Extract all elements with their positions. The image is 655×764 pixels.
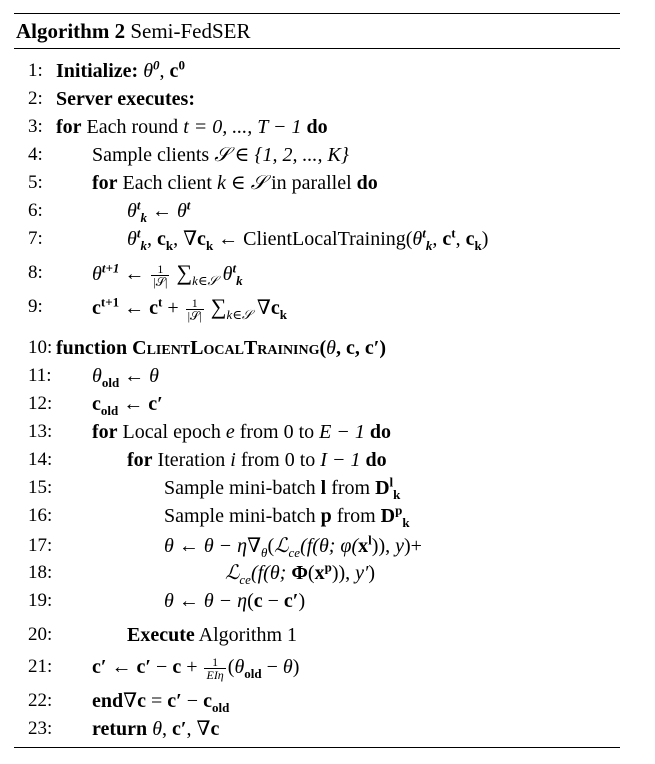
math: 𝒮 ∈ {1, 2, ..., K} xyxy=(214,144,349,166)
function-name: ClientLocalTraining xyxy=(243,228,406,250)
line-content xyxy=(92,420,391,444)
math: $\theta^t_k$ ← $\theta^t$ xyxy=(127,197,191,225)
line-21 xyxy=(14,654,620,682)
keyword: function xyxy=(56,337,128,359)
line-number: 4: xyxy=(28,144,43,165)
line-number: 2: xyxy=(28,88,43,109)
line-10 xyxy=(14,336,620,360)
line-16 xyxy=(14,504,620,528)
line-content xyxy=(92,143,349,167)
text: Each round xyxy=(86,116,179,138)
line-content: $c^{t+1}$ ← $c^t$ + $\frac{1}{\text{|𝒮|}}$ $\sum_{k\in 𝒮}$ $\nabla c_k$ xyxy=(92,294,287,323)
line-number: 13: xyxy=(28,421,53,442)
text: Algorithm 1 xyxy=(198,624,298,646)
variable: p xyxy=(320,505,332,527)
algorithm-box xyxy=(14,13,620,740)
keyword: for xyxy=(56,116,82,138)
line-number: 17: xyxy=(28,535,53,556)
text: from 0 to xyxy=(239,421,315,443)
math: $\theta^0$ xyxy=(143,57,160,82)
line-content: $end\nabla c = c' - c_{old}$ xyxy=(92,690,230,715)
line-number: 14: xyxy=(28,449,53,470)
math: I − 1 xyxy=(320,449,361,471)
line-content xyxy=(127,623,297,647)
function-name: ClientLocalTraining xyxy=(132,337,320,359)
line-content: $\theta^{t+1}$ ← $\frac{1}{\text{|𝒮|}}$ $\sum_{k\in 𝒮}$ $\theta^t_k$ xyxy=(92,260,243,289)
line-content: return θ, c′, ∇c xyxy=(92,718,220,740)
line-3 xyxy=(14,115,620,139)
variable: i xyxy=(230,449,236,471)
line-content xyxy=(127,199,190,223)
line-number: 3: xyxy=(28,116,43,137)
text: Sample mini-batch xyxy=(164,505,316,527)
keyword: Initialize: xyxy=(56,60,139,82)
line-number: 23: xyxy=(28,718,53,739)
line-content: Sample mini-batch p from $D^p_k$ xyxy=(164,502,410,530)
line-number: 21: xyxy=(28,656,53,677)
line-15 xyxy=(14,476,620,500)
keyword: end xyxy=(92,690,124,712)
text: from 0 to xyxy=(240,449,316,471)
line-content xyxy=(56,87,195,111)
text: Sample clients xyxy=(92,144,210,166)
line-2 xyxy=(14,87,620,111)
line-5 xyxy=(14,171,620,195)
algorithm-title: Semi-FedSER xyxy=(130,19,251,43)
line-4 xyxy=(14,143,620,167)
line-content: $c_{old}$ ← c′ xyxy=(92,393,163,418)
keyword: for xyxy=(127,449,153,471)
keyword: return xyxy=(92,718,148,740)
line-content: $\theta^t_k$, $c_k$, $\nabla c_k$ ← $ClientLocalTraining(\theta^t_k$, $c^t$, $c_k$) xyxy=(127,225,489,253)
text: Local epoch xyxy=(122,421,221,443)
text: from xyxy=(331,477,371,499)
line-content: Sample mini-batch l from $D^l_k$ xyxy=(164,474,401,502)
line-9 xyxy=(14,294,620,323)
line-17 xyxy=(14,534,620,558)
line-14 xyxy=(14,448,620,472)
line-1 xyxy=(14,59,620,83)
line-number: 16: xyxy=(28,505,53,526)
line-8 xyxy=(14,260,620,289)
bottom-rule xyxy=(14,747,620,748)
line-content xyxy=(56,115,328,139)
keyword: do xyxy=(356,172,378,194)
variable: e xyxy=(225,421,235,443)
caption-rule xyxy=(14,48,620,49)
variable: l xyxy=(320,477,327,499)
text: in parallel xyxy=(271,172,352,194)
line-content xyxy=(92,171,378,195)
keyword: for xyxy=(92,172,118,194)
text: Sample mini-batch xyxy=(164,477,316,499)
text: Iteration xyxy=(157,449,226,471)
math: k ∈ 𝒮 xyxy=(216,172,267,194)
keyword: do xyxy=(306,116,328,138)
line-12 xyxy=(14,392,620,416)
line-number: 12: xyxy=(28,393,53,414)
line-number: 19: xyxy=(28,590,53,611)
line-number: 22: xyxy=(28,690,53,711)
line-content xyxy=(127,448,387,472)
line-6 xyxy=(14,199,620,223)
text: from xyxy=(336,505,376,527)
text: Each client xyxy=(122,172,212,194)
line-number: 18: xyxy=(28,562,53,583)
keyword: Execute xyxy=(127,624,195,646)
line-number: 15: xyxy=(28,477,53,498)
keyword: for xyxy=(92,421,118,443)
line-19 xyxy=(14,589,620,613)
math: E − 1 xyxy=(319,421,365,443)
line-content: ℒ$_{ce}$(f(θ; $\Phi(x^p)$), y′) xyxy=(225,559,376,587)
algorithm-label: Algorithm 2 xyxy=(16,19,126,43)
line-content: c′ ← c′ − c + $\frac{1}{\text{EIη}}$ $(\theta_{old} - \theta)$ xyxy=(92,654,300,682)
line-content: $\theta_{old}$ ← θ xyxy=(92,365,159,390)
line-number: 11: xyxy=(28,365,52,386)
line-11 xyxy=(14,364,620,388)
line-content: function ClientLocalTraining(θ, c, c′) xyxy=(56,337,387,359)
line-number: 8: xyxy=(28,262,43,283)
line-18 xyxy=(14,561,620,585)
line-content: θ ← θ − η(c − c′) xyxy=(164,590,306,612)
line-22 xyxy=(14,689,620,713)
keyword: do xyxy=(365,449,387,471)
math: t = 0, ..., T − 1 xyxy=(183,116,302,138)
line-number: 7: xyxy=(28,228,43,249)
line-number: 1: xyxy=(28,60,43,81)
line-number: 9: xyxy=(28,296,43,317)
keyword: Server executes: xyxy=(56,88,196,110)
line-7 xyxy=(14,227,620,251)
line-number: 5: xyxy=(28,172,43,193)
line-23 xyxy=(14,717,620,741)
algorithm-caption xyxy=(14,14,620,48)
line-13 xyxy=(14,420,620,444)
line-content: Initialize: $\theta^0$, $c^0$ xyxy=(56,57,185,82)
line-content: θ ← $\theta - \eta\nabla_\theta(ℒ_{ce}(f(\theta$; $\varphi(x^l)$), y)+ xyxy=(164,532,422,560)
line-20 xyxy=(14,623,620,647)
keyword: do xyxy=(369,421,391,443)
line-number: 10: xyxy=(28,337,53,358)
line-number: 6: xyxy=(28,200,43,221)
line-number: 20: xyxy=(28,624,53,645)
